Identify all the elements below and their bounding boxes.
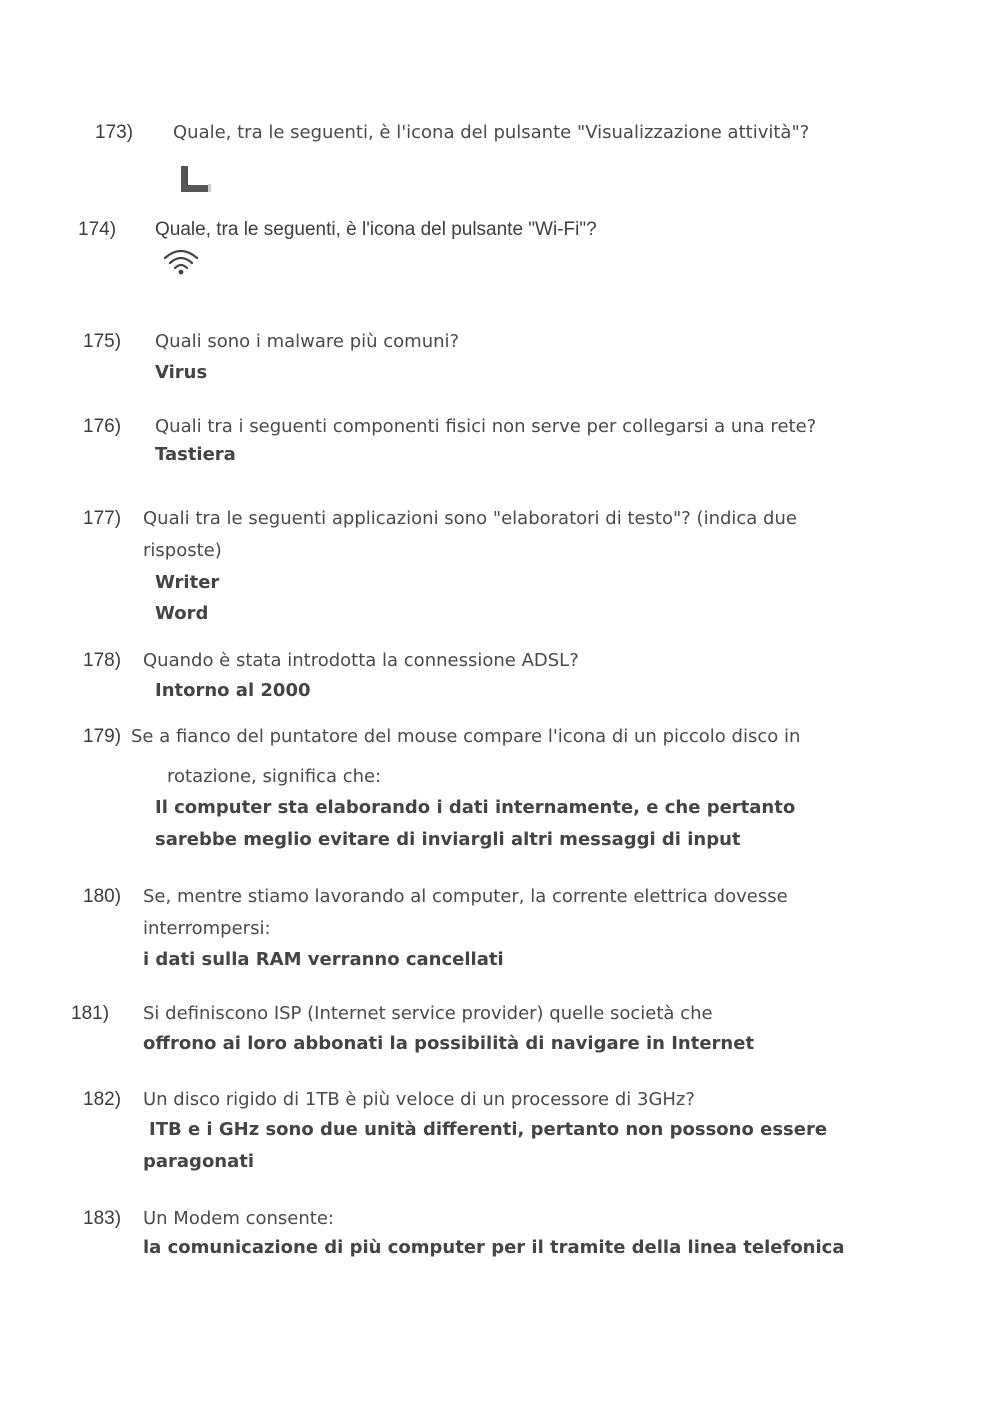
question-number: 175) — [83, 331, 122, 352]
answer-text: Tastiera — [155, 444, 236, 465]
answer-text: ITB e i GHz sono due unità differenti, pertanto non possono essere — [149, 1119, 828, 1140]
question-number: 176) — [83, 416, 122, 437]
question-text: rotazione, significa che: — [167, 766, 382, 787]
question-text: Quali sono i malware più comuni? — [155, 331, 460, 352]
question-text: Quali tra i seguenti componenti fisici non serve per collegarsi a una rete? — [155, 416, 817, 437]
question-text: risposte) — [143, 540, 222, 561]
answer-text: sarebbe meglio evitare di inviargli altri messaggi di input — [155, 829, 741, 850]
answer-text: Word — [155, 603, 209, 624]
answer-text: Intorno al 2000 — [155, 680, 311, 701]
question-number: 174) — [78, 219, 117, 240]
question-text: Un Modem consente: — [143, 1208, 334, 1229]
question-text: Quale, tra le seguenti, è l'icona del pulsante "Visualizzazione attività"? — [173, 122, 810, 143]
question-text: Se a fianco del puntatore del mouse compare l'icona di un piccolo disco in — [131, 726, 801, 747]
answer-text: paragonati — [143, 1151, 255, 1172]
question-text: interrompersi: — [143, 918, 271, 939]
question-text: Se, mentre stiamo lavorando al computer, la corrente elettrica dovesse — [143, 886, 788, 907]
question-text: Quali tra le seguenti applicazioni sono "elaboratori di testo"? (indica due — [143, 508, 797, 529]
answer-text: i dati sulla RAM verranno cancellati — [143, 949, 504, 970]
task-view-icon — [180, 164, 214, 194]
question-text: Un disco rigido di 1TB è più veloce di un processore di 3GHz? — [143, 1089, 695, 1110]
question-number: 182) — [83, 1089, 122, 1110]
question-number: 180) — [83, 886, 122, 907]
question-number: 177) — [83, 508, 122, 529]
question-number: 178) — [83, 650, 122, 671]
question-text: Quando è stata introdotta la connessione ADSL? — [143, 650, 579, 671]
question-number: 181) — [71, 1003, 110, 1024]
question-number: 173) — [95, 122, 134, 143]
answer-text: Il computer sta elaborando i dati internamente, e che pertanto — [155, 797, 796, 818]
question-number: 179) — [83, 726, 122, 747]
wifi-icon — [162, 247, 200, 277]
question-number: 183) — [83, 1208, 122, 1229]
answer-text: la comunicazione di più computer per il tramite della linea telefonica — [143, 1237, 845, 1258]
answer-text: Virus — [155, 362, 208, 383]
answer-text: Writer — [155, 572, 220, 593]
question-text: Si definiscono ISP (Internet service provider) quelle società che — [143, 1003, 713, 1024]
question-text: Quale, tra le seguenti, è l'icona del pulsante "Wi-Fi"? — [155, 219, 597, 240]
answer-text: offrono ai loro abbonati la possibilità di navigare in Internet — [143, 1033, 755, 1054]
